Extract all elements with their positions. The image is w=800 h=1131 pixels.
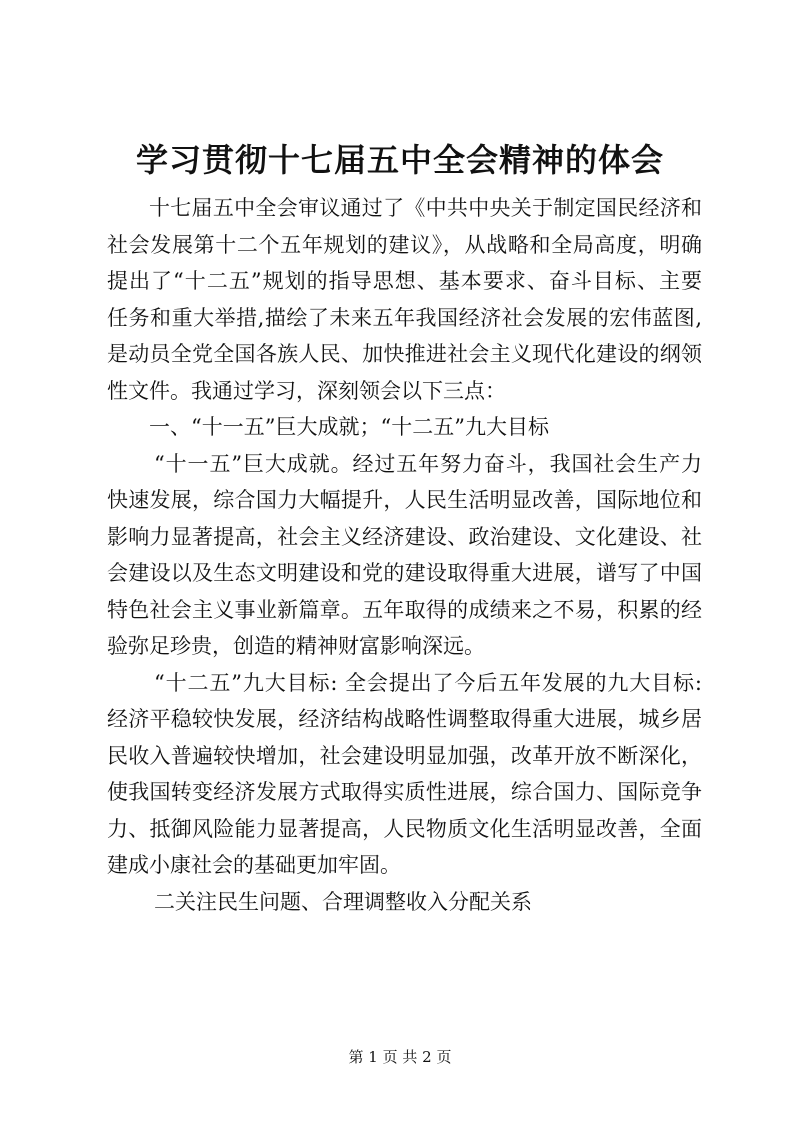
section-heading-two — [107, 884, 702, 921]
document-body — [107, 190, 702, 920]
paragraph-line: 性文件。我通过学习，深刻领会以下三点： — [107, 378, 506, 403]
document-title: 学习贯彻十七届五中全会精神的体会 — [135, 141, 664, 179]
paragraph-line: 验弥足珍贵，创造的精神财富影响深远。 — [107, 634, 485, 658]
paragraph-line: 是动员全党全国各族人民、加快推进社会主义现代化建设的纲领 — [107, 342, 702, 366]
paragraph-line: 十七届五中全会审议通过了《中共中央关于制定国民经济和 — [149, 196, 702, 220]
paragraph-line: 建成小康社会的基础更加牢固。 — [107, 853, 401, 877]
paragraph-line: 会建设以及生态文明建设和党的建设取得重大进展，谱写了中国 — [107, 561, 702, 585]
paragraph-line: 使我国转变经济发展方式取得实质性进展，综合国力、国际竞争 — [107, 780, 702, 804]
section-heading: 一、“十一五”巨大成就；“十二五”九大目标 — [149, 415, 549, 439]
section-heading-one — [107, 409, 702, 446]
paragraph-line: 快速发展，综合国力大幅提升，人民生活明显改善，国际地位和 — [107, 488, 702, 512]
paragraph-line: 特色社会主义事业新篇章。五年取得的成绩来之不易，积累的经 — [107, 597, 702, 622]
paragraph-line: 经济平稳较快发展，经济结构战略性调整取得重大进展，城乡居 — [107, 707, 702, 731]
page-footer: 第 1 页 共 2 页 — [348, 1048, 452, 1066]
paragraph-line: 影响力显著提高，社会主义经济建设、政治建设、文化建设、社 — [107, 524, 702, 549]
paragraph-line: 提出了“十二五”规划的指导思想、基本要求、奋斗目标、主要 — [107, 269, 702, 293]
paragraph-line: 力、抵御风险能力显著提高，人民物质文化生活明显改善，全面 — [107, 816, 702, 841]
paragraph-line: 民收入普遍较快增加，社会建设明显加强，改革开放不断深化， — [107, 743, 702, 768]
paragraph-twelfth-plan — [107, 665, 702, 884]
paragraph-line: “十二五”九大目标: 全会提出了今后五年发展的九大目标: — [154, 670, 702, 695]
section-heading: 二关注民生问题、合理调整收入分配关系 — [154, 889, 532, 914]
paragraph-intro — [107, 190, 702, 409]
paragraph-line: “十一五”巨大成就。经过五年努力奋斗，我国社会生产力 — [154, 451, 702, 476]
paragraph-line: 任务和重大举措,描绘了未来五年我国经济社会发展的宏伟蓝图, — [107, 305, 702, 330]
paragraph-eleventh-plan — [107, 446, 702, 665]
paragraph-line: 社会发展第十二个五年规划的建议》，从战略和全局高度，明确 — [107, 232, 702, 257]
